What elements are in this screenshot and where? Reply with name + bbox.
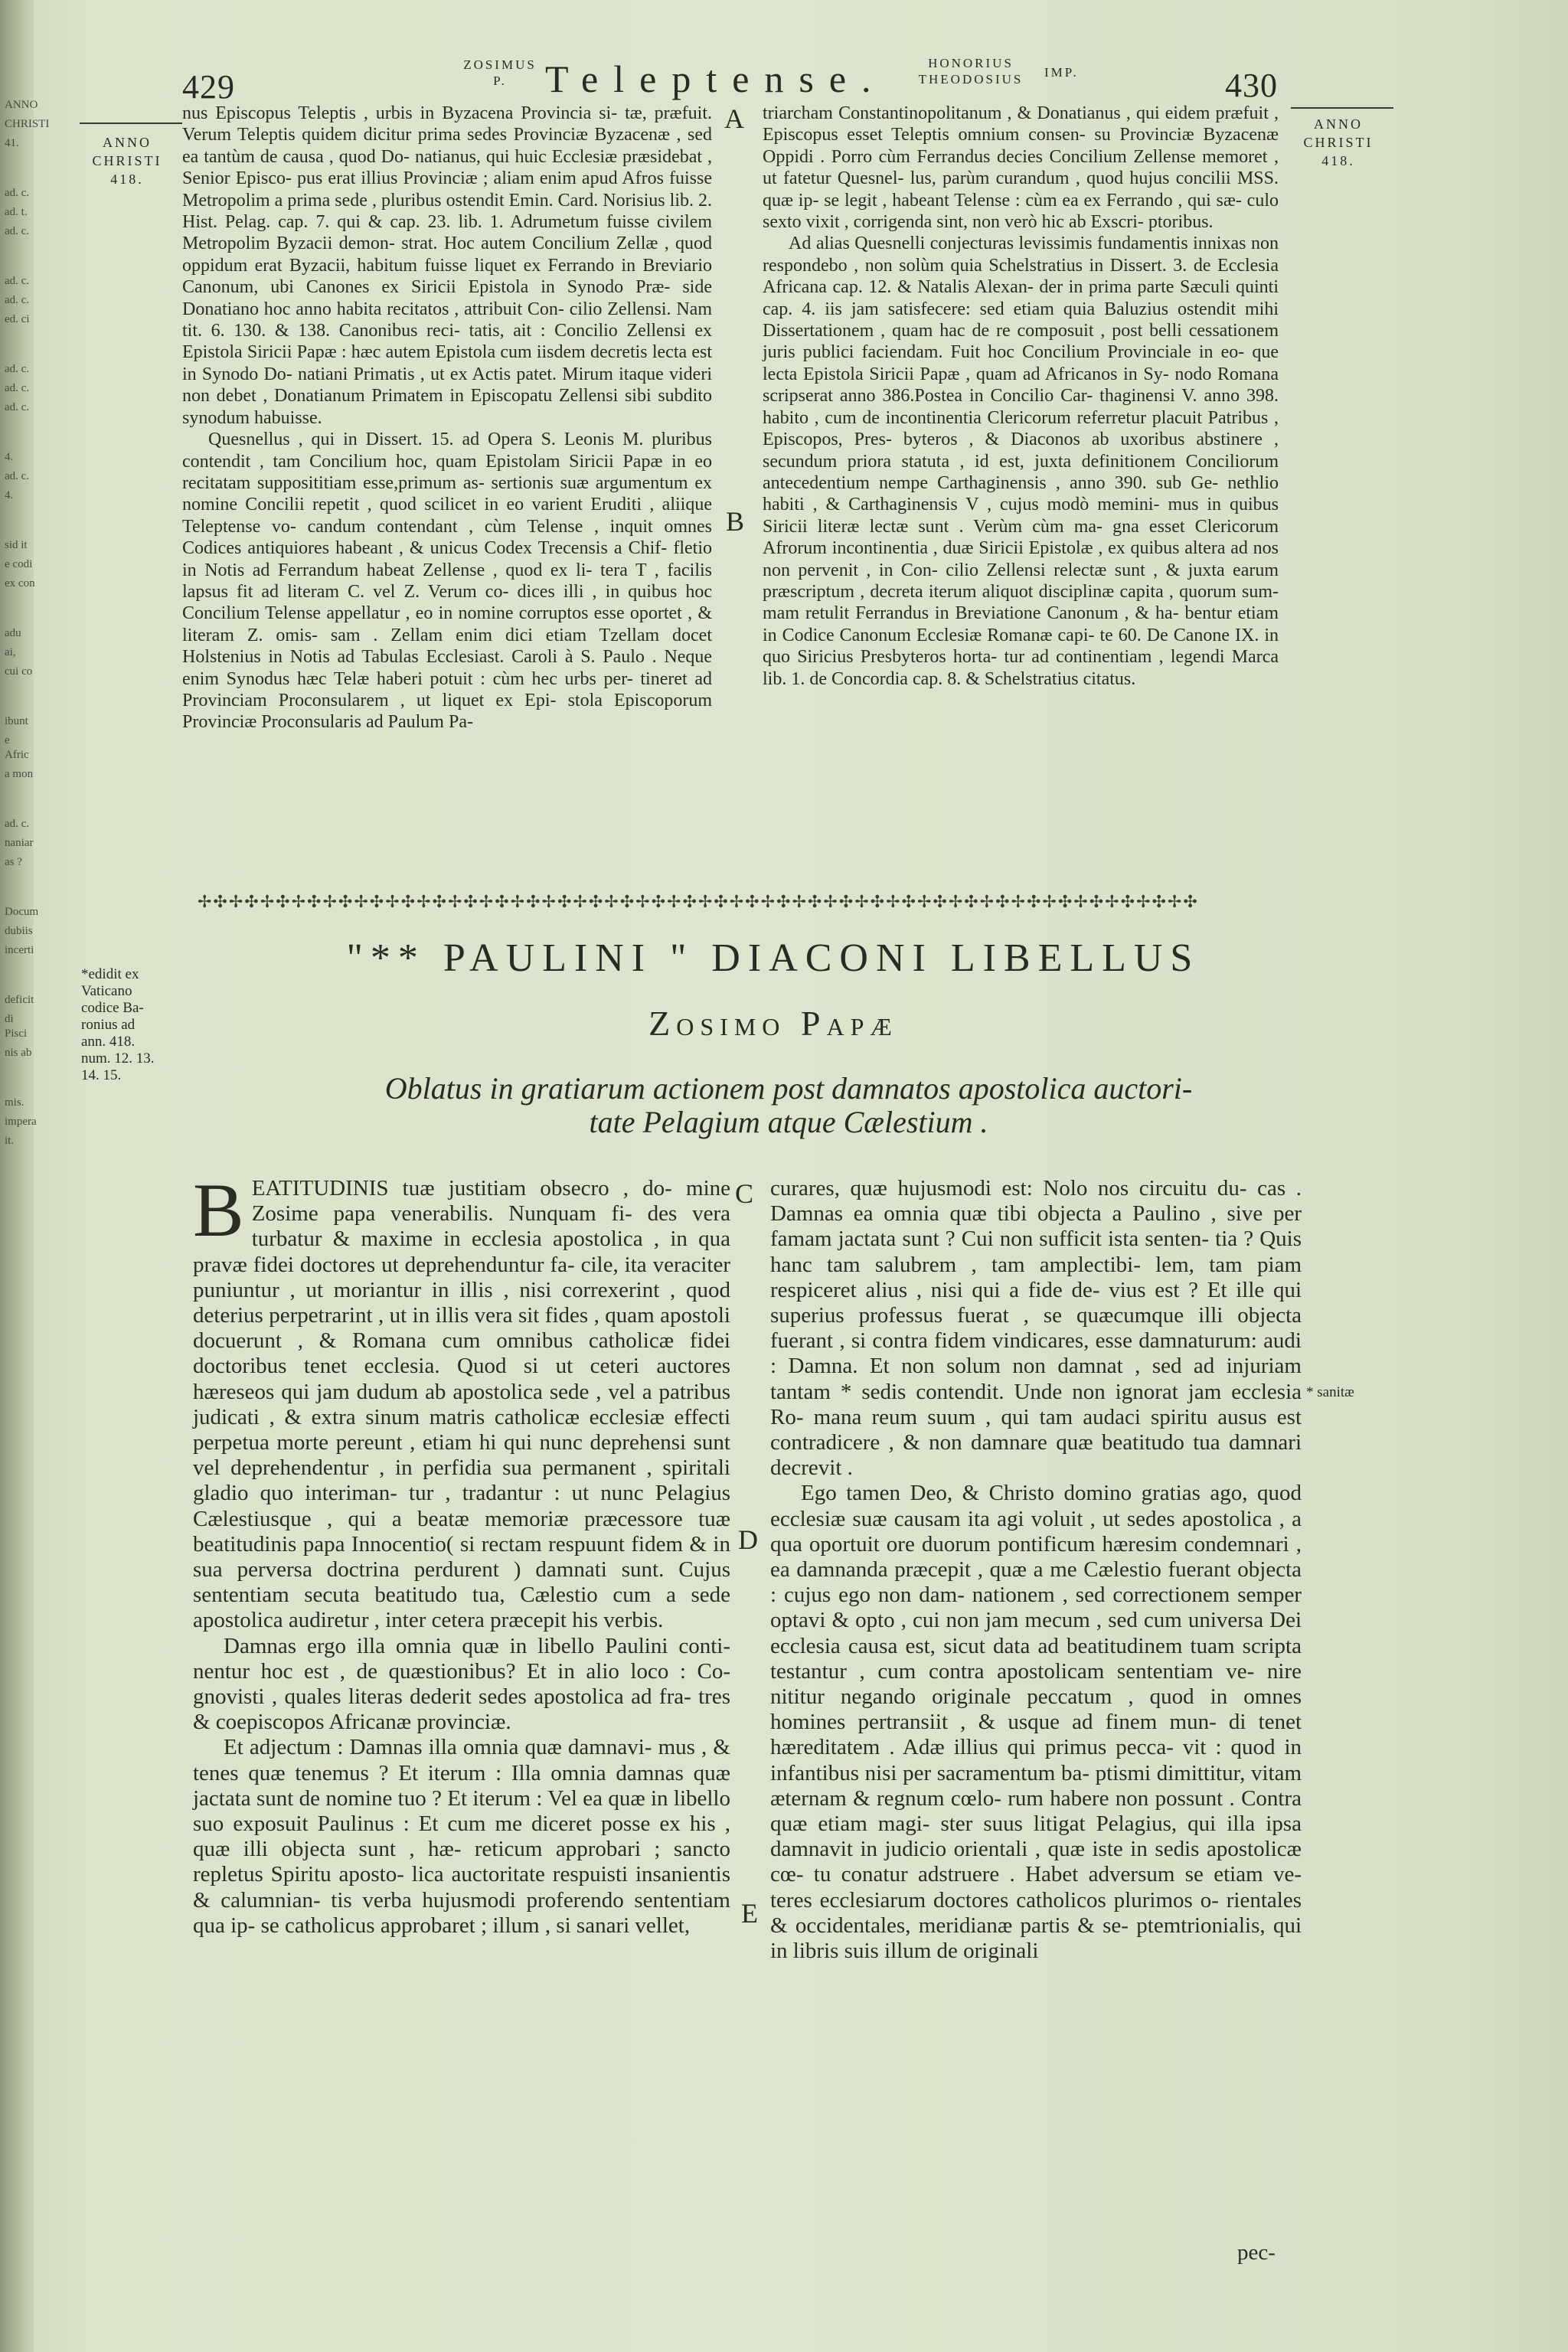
margin-letter-a: A	[724, 103, 744, 134]
margin-letter-b: B	[726, 506, 745, 537]
spine-fragment: ad. c.	[5, 470, 30, 482]
left-year-line: ANNO	[103, 135, 152, 150]
spine-fragment: CHRISTI	[5, 118, 50, 130]
spine-fragment: e codi	[5, 558, 33, 570]
spine-margin-fragments	[5, 98, 50, 2165]
left-year-rule	[80, 122, 182, 124]
spine-fragment: ai,	[5, 646, 16, 658]
sidenote-edidit-line: *edidit ex	[81, 966, 139, 982]
spine-fragment: ad. c.	[5, 294, 30, 306]
spine-fragment: cui co	[5, 665, 33, 678]
spine-fragment: sid it	[5, 539, 28, 551]
spine-fragment: ad. c.	[5, 363, 30, 375]
running-head-right-bottom: THEODOSIUS	[918, 72, 1024, 87]
spine-fragment: deficit	[5, 994, 34, 1006]
drop-cap: B	[193, 1168, 244, 1253]
sidenote-edidit-line: ronius ad	[81, 1017, 136, 1033]
libellus-subtitle	[329, 1072, 1248, 1139]
spine-fragment: ad. c.	[5, 225, 30, 237]
lower-right-column-paragraph: curares, quæ hujusmodi est: Nolo nos circuitu du- cas . Damnas ea omnia quæ tibi objecta a Paulino , sive per famam jactata sunt ? Cui non sufficit ista senten- tia ? Quis hanc tam salubrem , tam amplectibi- lem, tam piam respiceret alius , nisi qui a fide de- vius est ? Et ille qui superius professus fuerat , se quæcumque illi objecta fuerant , si contra fidem vindicares, esse damnaturum: audi : Damna. Et non solum non damnat , sed ad injuriam tantam * sedis contendit. Unde non ignorat jam ecclesia Ro- mana reum suum , qui tam audaci spiritu ausus est contradicere , & non damnare quæ beatitudo tua damnari decrevit .	[770, 1176, 1302, 1481]
running-head-right	[902, 55, 1040, 87]
lower-right-column-paragraph: Ego tamen Deo, & Christo domino gratias ago, quod ecclesiæ suæ causam ita agi voluit , ut sedes apostolica , a qua oportuit ore duorum pontificum hæresim condemnari , ea damnanda præcepit , quæ a me Cælestio fuerant objecta : cujus ego non dam- nationem , sed correctionem semper optavi & opto , cui non jam mecum , sed cum universa Dei ecclesia causa est, sicut data ad beatitudinem tuam scripta testantur , cum contra apostolicam sententiam ve- nire nititur negando originale peccatum , quod in omnes homines pertransiit , & usque ad finem mun- di tenet hæreditatem . Adæ illius qui primus pecca- vit : quod in infantibus nisi per sacramentum ba- ptismi dimittitur, vitam æternam & regnum cœlo- rum habere non possunt . Contra quæ etiam magi- ster suus litigat Pelagius, qui illa ipsa damnavit in judicio orientali , quæ iste in sedis apostolicæ cœ- tu conatur adstruere . Habet adversum se etiam ve- teres ecclesiarum doctores catholicos plurimos o- rientales & occidentales, meridianæ partis & se- ptemtrionialis, qui in libris suis illum de originali	[770, 1481, 1302, 1964]
spine-fragment: ad. c.	[5, 382, 30, 394]
running-title: Teleptense.	[545, 57, 887, 100]
margin-letter-e: E	[741, 1898, 758, 1929]
spine-fragment: impera	[5, 1116, 37, 1128]
running-head-left	[458, 57, 542, 89]
libellus-subtitle-line2: tate Pelagium atque Cælestium .	[589, 1105, 988, 1139]
lower-left-paragraph: EATITUDINIS tuæ justitiam obsecro , do- mine Zosime papa venerabilis. Nunquam fi- des vera turbatur & maxime in ecclesia apostolica , in qua pravæ fidei doctores ut deprehenduntur fa- cile, ita veraciter puniuntur , ut moriantur in illis , nisi correxerint , quod deterius perpetrarint , ut in illis vera sit fides , quam apostoli docuerunt , & Romana cum omnibus catholicæ fidei doctoribus tenet ecclesia. Quod si ut ceteri auctores hæreseos qui jam dudum ab apostolica sede , vel a patribus judicati , & extra sinum matris catholicæ ecclesiæ effecti perpetua morte pereunt , etiam hi qui nunc deprehensi sunt vel deprehendentur , in perfidia sua permanent , spiritali gladio quo interiman- tur , tradantur : ut nunc Pelagius Cælestiusque , qui a beatæ memoriæ præcessore tuæ beatitudinis papa Innocentio( si rectam respuunt fidem & in sua perversa doctrina perdurent ) damnati sunt. Cujus sententiam secuta beatitudo tua, Cælestio cum a sede apostolica audiretur , inter cetera præcepit his verbis.	[193, 1176, 730, 1633]
sidenote-edidit-line: Vaticano	[81, 983, 132, 999]
catchword: pec-	[1237, 2240, 1276, 2265]
upper-right-column-paragraph: triarcham Constantinopolitanum , & Donatianus , qui eidem præfuit , Episcopus esset Teleptis omnium consen- su Provinciæ Byzacenæ Oppidi . Porro cùm Ferrandus decies Concilium Zellense memoret , ut fatetur Quesnel- lus, parùm curandum , quod hujus concilii MSS. quæ ip- se legit , habeant Telense : cùm ea ex Ferrando , qui sæ- culo sexto vixit , corrigenda sint, non verò hic ab Exscri- ptoribus.	[763, 103, 1279, 233]
spine-fragment: e Afric	[5, 734, 29, 761]
right-page-number: 430	[1225, 67, 1278, 104]
spine-fragment: 4.	[5, 489, 14, 501]
spine-fragment: as ?	[5, 856, 22, 868]
spine-fragment: ad. c.	[5, 818, 30, 830]
left-year-line: 418.	[110, 172, 144, 187]
sidenote-edidit-line: num. 12. 13.	[81, 1050, 155, 1067]
spine-fragment: di Pisci	[5, 1013, 28, 1040]
running-head-left-top: ZOSIMUS	[463, 57, 537, 72]
sidenote-edidit	[81, 966, 179, 1084]
margin-letter-c: C	[735, 1178, 754, 1209]
spine-fragment: 4.	[5, 451, 14, 463]
lower-left-paragraph: Damnas ergo illa omnia quæ in libello Paulini conti- nentur hoc est , de quæstionibus? Et in alio loco : Co- gnovisti , quales literas dederit sedes apostolica ad fra- tres & coepiscopos Africanæ provinciæ.	[193, 1633, 730, 1735]
margin-letter-d: D	[738, 1524, 758, 1555]
spine-fragment: it.	[5, 1135, 15, 1147]
spine-fragment: ad. c.	[5, 401, 30, 413]
spine-fragment: ANNO	[5, 99, 38, 111]
lower-left-paragraph: Et adjectum : Damnas illa omnia quæ damnavi- mus , & tenes quæ tenemus ? Et iterum : Illa omnia damnas quæ jactata sunt de nomine tuo ? Et iterum : Vel ea quæ in libello suo exposuit Paulinus : Et cum me diceret posse ex his , quæ illi objecta sunt , hæ- reticum approbari ; sancto repletus Spiritu aposto- lica auctoritate respuisti insanientis & calumnian- tis verba hujusmodi proferendo sententiam qua ip- se catholicus approbaret ; illum , si sanari vellet,	[193, 1735, 730, 1938]
spine-fragment: dubiis	[5, 925, 33, 937]
libellus-title: "** PAULINI " DIACONI LIBELLUS	[346, 936, 1200, 980]
running-head-right-tag: IMP.	[1044, 65, 1079, 80]
spine-fragment: ad. c.	[5, 187, 30, 199]
spine-fragment: incerti	[5, 944, 34, 956]
lower-right-column	[770, 1176, 1302, 2240]
lower-left-paragraphs	[193, 1168, 730, 1939]
spine-fragment: Docum	[5, 906, 39, 918]
lower-left-column	[193, 1168, 730, 2263]
upper-left-column	[182, 103, 712, 871]
right-year-line: CHRISTI	[1303, 135, 1374, 150]
upper-left-column-paragraph: Quesnellus , qui in Dissert. 15. ad Opera S. Leonis M. pluribus contendit , tam Concilium hoc, quam Epistolam Siricii Papæ in eo recitatam supposititiam esse,primum as- sertionis suæ argumentum ex nomine Concilii repetit , quod scilicet in eo varient Eruditi , aliique Teleptense vo- candum contendant , cùm Telense , inquit omnes Codices antiquiores habeant , & unicus Codex Trecensis a Chif- fletio in Notis ad Ferrandum habeat Zellense , quod ex li- tera T , facilis lapsus fit ad literam C. vel Z. Verum co- dices illi , in quibus hoc Concilium Telense appellatur , eo in nomine corruptos esse oportet , & literam Z. omis- sam . Zellam enim dici etiam Tzellam docet Holstenius in Notis ad Tabulas Ecclesiast. Caroli à S. Paulo . Neque enim Synodus hæc Telæ haberi potuit : cùm hec urbs per- tineret ad Provinciam Proconsularem , ut liquet ex Epi- stola Episcoporum Provinciæ Proconsularis ad Paulum Pa-	[182, 430, 712, 733]
libellus-subtitle-line1: Oblatus in gratiarum actionem post damnatos apostolica auctori-	[384, 1071, 1193, 1106]
right-year-line: 418.	[1321, 153, 1355, 168]
left-margin-year	[81, 133, 173, 188]
spine-fragment: ibunt	[5, 715, 28, 727]
spine-fragment: ex con	[5, 577, 35, 590]
upper-left-column-paragraph: nus Episcopus Teleptis , urbis in Byzacena Provincia si- tæ, præfuit. Verum Teleptis quidem dicitur prima sedes Provinciæ Byzacenæ , sed ea tantùm de causa , quod Do- natianus, qui huic Ecclesiæ præsidebat , Senior Episco- pus erat illius Provinciæ ; aliam enim apud Afros fuisse Metropolim a prima sede , pluribus ostendit Emin. Card. Norisius lib. 2. Hist. Pelag. cap. 7. qui & cap. 23. lib. 1. Adrumetum fuisse civilem Metropolim Byzacii demon- strat. Hoc autem Concilium Zellæ , quod oppidum erat Byzacii, habitum fuisse liquet ex Ferrando in Breviario Canonum, ubi Canones ex Siricii Epistola in Synodo Præ- side Donatiano hoc anno habita recitatos , attribuit Con- cilio Zellensi. Nam tit. 6. 130. & 138. Canonibus reci- tatis, ait : Concilio Zellensi ex Epistola Siricii Papæ : hæc autem Epistola cum iisdem decretis lecta est in Synodo Do- natiani Primatis , ut ex Actis patet. Mirum itaque videri non debet , Donatianum Primatem in Episcopatu Zellensi sibi subdito synodum habuisse.	[182, 103, 712, 428]
sidenote-edidit-line: ann. 418.	[81, 1034, 136, 1050]
left-page-number: 429	[182, 68, 235, 106]
right-year-line: ANNO	[1314, 116, 1363, 132]
right-year-rule	[1291, 107, 1393, 109]
libellus-addressee: Zosimo Papæ	[648, 1004, 898, 1043]
spine-fragment: 41.	[5, 137, 19, 149]
running-head-left-bottom: P.	[493, 74, 507, 88]
spine-fragment: a mon	[5, 768, 34, 780]
spine-fragment: nis ab	[5, 1047, 32, 1059]
spine-fragment: ad. t.	[5, 206, 28, 218]
upper-right-column	[763, 103, 1279, 868]
spine-fragment: ed. ci	[5, 313, 30, 325]
upper-right-column-paragraph: Ad alias Quesnelli conjecturas levissimis fundamentis innixas non respondebo , non solùm quia Schelstratius in Dissert. 3. de Ecclesia Africana cap. 12. & Natalis Alexan- der in prima parte Sæculi quinti cap. 4. iis jam satisfecere: sed etiam quia Baluzius ostendit mihi Dissertationem , quam hac de re composuit , post belli cessationem juris publici faciendam. Fuit hoc Concilium Provinciale in eo- que lecta Epistola Siricii Papæ , quam ad Africanos in Sy- nodo Romana scripserat anno 386.Postea in Concilio Car- thaginensi V. anno 398. habito , cum de incontinentia Clericorum referretur placuit Patribus , Episcopos, Pres- byteros , & Diaconos ab uxoribus abstinere , secundum priora statuta , id est, juxta definitionem Conciliorum antecedentium nempe Carthaginensis , anno 390. sub Ge- nethlio habiti , & Carthaginensis V , cujus modò memini- mus in quibus Siricii literæ lectæ sunt . Verùm cùm ma- gna esset Clericorum Afrorum incontinentia , duæ Siricii Epistolæ , ex quibus altera ad nos non pervenit , in Con- cilio Zellensi relectæ sunt , & juxta earum præscriptum , decreta iterum aliquot disciplinæ capita , quorum sum- mam retulit Ferrandus in Breviatione Canonum , & ha- bentur etiam in Codice Canonum Ecclesiæ Romanæ capi- te 60. De Canone IX. in quo Siricius Presbyteros horta- tur ad continentiam , legendi Marca lib. 1. de Concordia cap. 8. & Schelstratius citatus.	[763, 234, 1279, 689]
sidenote-edidit-line: codice Ba-	[81, 1000, 144, 1016]
spine-fragment: ad. c.	[5, 275, 30, 287]
running-head-right-top: HONORIUS	[928, 56, 1014, 70]
spine-fragment: mis.	[5, 1096, 24, 1109]
right-margin-year	[1292, 115, 1384, 170]
left-year-line: CHRISTI	[92, 153, 162, 168]
spine-fragment: adu	[5, 627, 21, 639]
ornamental-rule: ✢✣✢✣✢✣✢✣✢✣✢✣✢✣✢✣✢✣✢✣✢✣✢✣✢✣✢✣✢✣✢✣✢✣✢✣✢✣✢✣✢✣✢✣✢✣✢✣✢✣✢✣✢✣✢✣✢✣✢✣✢✣✢✣	[198, 893, 1199, 912]
sidenote-sanitae: * sanitæ	[1306, 1384, 1354, 1400]
sidenote-edidit-line: 14. 15.	[81, 1067, 122, 1083]
spine-fragment: naniar	[5, 837, 34, 849]
